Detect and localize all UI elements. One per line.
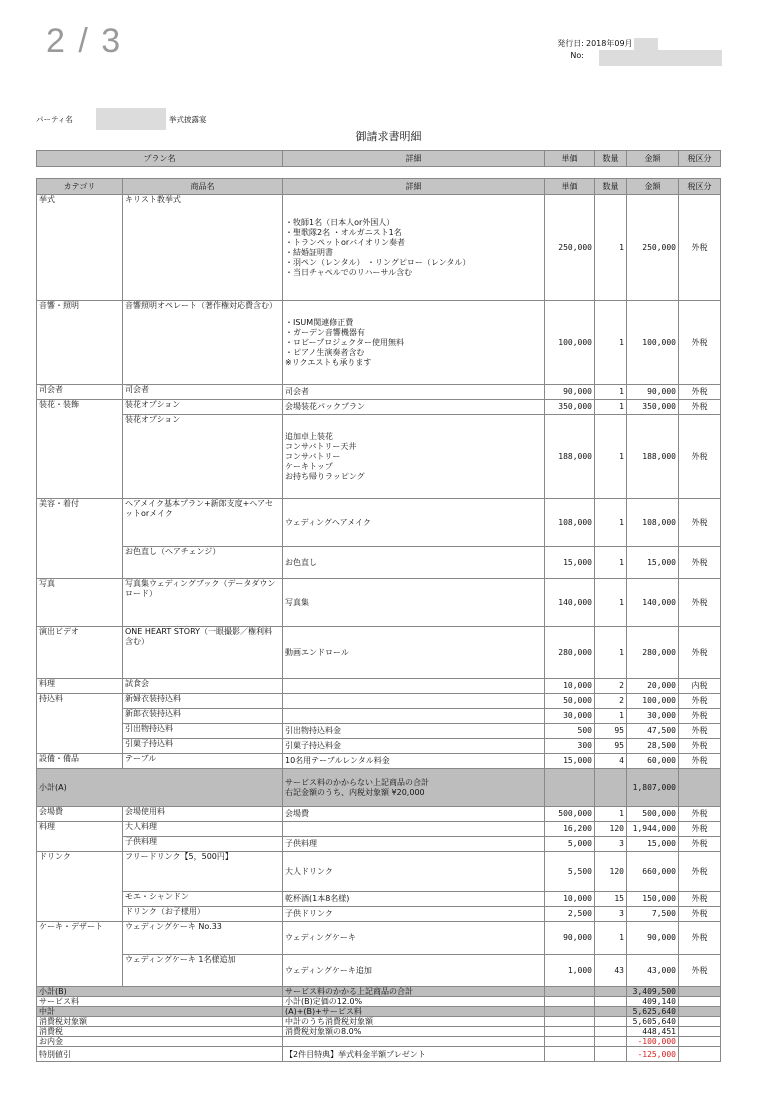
subtotal-label: 小計(A): [37, 769, 283, 807]
quantity-cell: 1: [595, 301, 627, 385]
quantity-cell: 120: [595, 852, 627, 892]
total-row: [37, 987, 721, 997]
detail-cell: 大人ドリンク: [283, 852, 545, 892]
tax-type-cell: 外税: [679, 807, 721, 822]
unit-price-cell: 108,000: [545, 499, 595, 547]
issue-date-label: 発行日:: [557, 39, 584, 48]
total-label: お内金: [37, 1037, 283, 1047]
col-header: 数量: [595, 151, 627, 167]
item-row: [37, 547, 721, 579]
col-header: 金額: [627, 151, 679, 167]
quantity-cell: 2: [595, 694, 627, 709]
quantity-cell: 120: [595, 822, 627, 837]
col-header: 税区分: [679, 179, 721, 195]
total-label: 消費税: [37, 1027, 283, 1037]
category-cell: 持込料: [37, 694, 123, 709]
amount-cell: 43,000: [627, 955, 679, 987]
empty-cell: [545, 987, 595, 997]
unit-price-cell: 5,500: [545, 852, 595, 892]
redacted-block: [599, 50, 722, 66]
quantity-cell: 3: [595, 837, 627, 852]
tax-type-cell: 外税: [679, 415, 721, 499]
empty-cell: [679, 1007, 721, 1017]
item-row: [37, 301, 721, 385]
amount-cell: 500,000: [627, 807, 679, 822]
quantity-cell: 43: [595, 955, 627, 987]
item-name-cell: 子供料理: [123, 837, 283, 852]
detail-cell: お色直し: [283, 547, 545, 579]
detail-cell: ・牧師1名（日本人or外国人） ・聖歌隊2名 ・オルガニスト1名 ・トランペットorバイオリン奏者 ・結婚証明書 ・羽ペン（レンタル） ・リングピロー（レンタル） ・当日チャペルでのリハーサル含む: [283, 195, 545, 301]
item-row: [37, 579, 721, 627]
quantity-cell: 1: [595, 709, 627, 724]
empty-cell: [545, 997, 595, 1007]
detail-cell: ・ISUM関連修正費 ・ガーデン音響機器有 ・ロビープロジェクター使用無料 ・ピアノ生演奏者含む ※リクエストも承ります: [283, 301, 545, 385]
empty-cell: [679, 1027, 721, 1037]
detail-cell: [283, 709, 545, 724]
total-detail: [283, 1037, 545, 1047]
total-detail: 【2件目特典】挙式料金半額プレゼント: [283, 1047, 545, 1062]
empty-cell: [545, 769, 595, 807]
category-cell: 装花・装飾: [37, 400, 123, 415]
tax-type-cell: 外税: [679, 579, 721, 627]
item-row: [37, 385, 721, 400]
total-row: [37, 1017, 721, 1027]
item-name-cell: 音響照明オペレート（著作権対応費含む）: [123, 301, 283, 385]
amount-cell: 90,000: [627, 922, 679, 955]
item-name-cell: 司会者: [123, 385, 283, 400]
item-name-cell: ドリンク（お子様用）: [123, 907, 283, 922]
detail-cell: 子供ドリンク: [283, 907, 545, 922]
amount-cell: 660,000: [627, 852, 679, 892]
item-name-cell: ヘアメイク基本プラン+新郎支度+ヘアセットorメイク: [123, 499, 283, 547]
detail-cell: 写真集: [283, 579, 545, 627]
tax-type-cell: 内税: [679, 679, 721, 694]
amount-cell: 47,500: [627, 724, 679, 739]
item-row: [37, 807, 721, 822]
category-cell: [37, 547, 123, 579]
item-name-cell: 写真集ウェディングブック（データダウンロード）: [123, 579, 283, 627]
item-name-cell: 試食会: [123, 679, 283, 694]
detail-cell: 10名用テーブルレンタル料金: [283, 754, 545, 769]
category-cell: 司会者: [37, 385, 123, 400]
total-detail: 中計のうち消費税対象額: [283, 1017, 545, 1027]
unit-price-cell: 100,000: [545, 301, 595, 385]
amount-cell: 100,000: [627, 694, 679, 709]
item-row: [37, 195, 721, 301]
total-row: [37, 1027, 721, 1037]
empty-cell: [545, 1007, 595, 1017]
item-row: [37, 679, 721, 694]
category-cell: [37, 739, 123, 754]
unit-price-cell: 1,000: [545, 955, 595, 987]
detail-cell: 司会者: [283, 385, 545, 400]
item-name-cell: 装花オプション: [123, 415, 283, 499]
unit-price-cell: 10,000: [545, 892, 595, 907]
item-row: [37, 754, 721, 769]
detail-cell: [283, 694, 545, 709]
tax-type-cell: 外税: [679, 955, 721, 987]
amount-cell: 90,000: [627, 385, 679, 400]
item-row: [37, 694, 721, 709]
total-label: 消費税対象額: [37, 1017, 283, 1027]
col-header: プラン名: [37, 151, 283, 167]
empty-cell: [679, 1017, 721, 1027]
col-header: 税区分: [679, 151, 721, 167]
detail-cell: ウェディングケーキ: [283, 922, 545, 955]
item-name-cell: モエ・シャンドン: [123, 892, 283, 907]
item-row: [37, 907, 721, 922]
unit-price-cell: 15,000: [545, 754, 595, 769]
amount-cell: 140,000: [627, 579, 679, 627]
amount-cell: 7,500: [627, 907, 679, 922]
total-amount: 5,605,640: [627, 1017, 679, 1027]
tax-type-cell: 外税: [679, 385, 721, 400]
tax-type-cell: 外税: [679, 754, 721, 769]
quantity-cell: 1: [595, 385, 627, 400]
no-label: No:: [570, 51, 584, 60]
unit-price-cell: 300: [545, 739, 595, 754]
amount-cell: 188,000: [627, 415, 679, 499]
col-header: 金額: [627, 179, 679, 195]
empty-cell: [679, 987, 721, 997]
category-cell: 音響・照明: [37, 301, 123, 385]
category-cell: [37, 709, 123, 724]
quantity-cell: 15: [595, 892, 627, 907]
category-cell: [37, 415, 123, 499]
detail-cell: 子供料理: [283, 837, 545, 852]
empty-cell: [679, 1037, 721, 1047]
amount-cell: 350,000: [627, 400, 679, 415]
item-name-cell: ウェディングケーキ No.33: [123, 922, 283, 955]
category-cell: 挙式: [37, 195, 123, 301]
category-cell: 美容・着付: [37, 499, 123, 547]
unit-price-cell: 5,000: [545, 837, 595, 852]
quantity-cell: 1: [595, 415, 627, 499]
detail-cell: 会場装花パックプラン: [283, 400, 545, 415]
item-name-cell: 新婦衣装持込料: [123, 694, 283, 709]
category-cell: 写真: [37, 579, 123, 627]
total-amount: 409,140: [627, 997, 679, 1007]
item-row: [37, 739, 721, 754]
tax-type-cell: 外税: [679, 837, 721, 852]
party-suffix: 挙式披露宴: [169, 114, 207, 124]
total-label: サービス料: [37, 997, 283, 1007]
item-row: [37, 415, 721, 499]
col-header: 詳細: [283, 151, 545, 167]
empty-cell: [545, 1027, 595, 1037]
col-header: 単価: [545, 179, 595, 195]
item-row: [37, 822, 721, 837]
category-cell: ドリンク: [37, 852, 123, 892]
empty-cell: [595, 987, 627, 997]
unit-price-cell: 250,000: [545, 195, 595, 301]
category-cell: [37, 837, 123, 852]
subtotal-amount: 1,807,000: [627, 769, 679, 807]
total-amount: 448,451: [627, 1027, 679, 1037]
amount-cell: 15,000: [627, 547, 679, 579]
item-name-cell: ONE HEART STORY（一眼撮影／権利料含む）: [123, 627, 283, 679]
detail-cell: 引出物持込料金: [283, 724, 545, 739]
item-row: [37, 955, 721, 987]
tax-type-cell: 外税: [679, 400, 721, 415]
item-name-cell: 大人料理: [123, 822, 283, 837]
empty-cell: [679, 997, 721, 1007]
empty-cell: [595, 1027, 627, 1037]
tax-type-cell: 外税: [679, 724, 721, 739]
category-cell: 料理: [37, 679, 123, 694]
subtotal-detail: サービス料のかからない上記商品の合計 右記金額のうち、内税対象額 ¥20,000: [283, 769, 545, 807]
tax-type-cell: 外税: [679, 694, 721, 709]
empty-cell: [595, 997, 627, 1007]
total-detail: 消費税対象額の8.0%: [283, 1027, 545, 1037]
redacted-block: [634, 38, 658, 50]
quantity-cell: 1: [595, 579, 627, 627]
item-name-cell: テーブル: [123, 754, 283, 769]
unit-price-cell: 188,000: [545, 415, 595, 499]
unit-price-cell: 90,000: [545, 922, 595, 955]
item-name-cell: 引出物持込料: [123, 724, 283, 739]
issue-info: [542, 38, 722, 66]
empty-cell: [679, 769, 721, 807]
category-cell: 演出ビデオ: [37, 627, 123, 679]
plan-table: [36, 150, 721, 167]
unit-price-cell: 140,000: [545, 579, 595, 627]
amount-cell: 30,000: [627, 709, 679, 724]
unit-price-cell: 10,000: [545, 679, 595, 694]
category-cell: 料理: [37, 822, 123, 837]
tax-type-cell: 外税: [679, 739, 721, 754]
issue-date-value: 2018年09月: [586, 39, 633, 48]
amount-cell: 20,000: [627, 679, 679, 694]
item-name-cell: ウェディングケーキ 1名様追加: [123, 955, 283, 987]
quantity-cell: 1: [595, 195, 627, 301]
tax-type-cell: 外税: [679, 907, 721, 922]
amount-cell: 100,000: [627, 301, 679, 385]
tax-type-cell: 外税: [679, 892, 721, 907]
item-name-cell: 会場使用料: [123, 807, 283, 822]
items-header-row: [37, 179, 721, 195]
empty-cell: [595, 769, 627, 807]
empty-cell: [545, 1017, 595, 1027]
tax-type-cell: 外税: [679, 852, 721, 892]
tax-type-cell: 外税: [679, 627, 721, 679]
document-title: 御請求書明細: [355, 130, 422, 143]
redacted-block: [96, 108, 166, 130]
detail-cell: [283, 822, 545, 837]
page-number: 2 / 3: [46, 22, 123, 60]
total-label: 小計(B): [37, 987, 283, 997]
category-cell: ケーキ・デザート: [37, 922, 123, 955]
item-row: [37, 852, 721, 892]
item-row: [37, 499, 721, 547]
amount-cell: 150,000: [627, 892, 679, 907]
tax-type-cell: 外税: [679, 822, 721, 837]
unit-price-cell: 90,000: [545, 385, 595, 400]
unit-price-cell: 2,500: [545, 907, 595, 922]
item-row: [37, 709, 721, 724]
category-cell: [37, 892, 123, 907]
item-row: [37, 400, 721, 415]
col-header: 詳細: [283, 179, 545, 195]
unit-price-cell: 16,200: [545, 822, 595, 837]
total-detail: サービス料のかかる上記商品の合計: [283, 987, 545, 997]
quantity-cell: 1: [595, 499, 627, 547]
quantity-cell: 1: [595, 627, 627, 679]
item-name-cell: キリスト教挙式: [123, 195, 283, 301]
col-header: 単価: [545, 151, 595, 167]
total-detail: (A)+(B)+サービス料: [283, 1007, 545, 1017]
total-row: [37, 1007, 721, 1017]
total-row: [37, 1047, 721, 1062]
quantity-cell: 1: [595, 807, 627, 822]
empty-cell: [545, 1047, 595, 1062]
quantity-cell: 95: [595, 739, 627, 754]
tax-type-cell: 外税: [679, 195, 721, 301]
empty-cell: [545, 1037, 595, 1047]
detail-cell: 追加卓上装花 コンサバトリー天井 コンサバトリー ケーキトップ お持ち帰りラッピング: [283, 415, 545, 499]
category-cell: [37, 724, 123, 739]
unit-price-cell: 30,000: [545, 709, 595, 724]
item-name-cell: フリードリンク【5，500円】: [123, 852, 283, 892]
quantity-cell: 1: [595, 400, 627, 415]
detail-cell: 引菓子持込料金: [283, 739, 545, 754]
unit-price-cell: 15,000: [545, 547, 595, 579]
unit-price-cell: 280,000: [545, 627, 595, 679]
item-row: [37, 627, 721, 679]
total-detail: 小計(B)定価の12.0%: [283, 997, 545, 1007]
detail-cell: 動画エンドロール: [283, 627, 545, 679]
quantity-cell: 95: [595, 724, 627, 739]
total-amount: -125,000: [627, 1047, 679, 1062]
amount-cell: 28,500: [627, 739, 679, 754]
item-row: [37, 892, 721, 907]
empty-cell: [595, 1047, 627, 1062]
category-cell: 設備・備品: [37, 754, 123, 769]
category-cell: [37, 907, 123, 922]
total-amount: 3,409,500: [627, 987, 679, 997]
item-name-cell: お色直し（ヘアチェンジ）: [123, 547, 283, 579]
amount-cell: 108,000: [627, 499, 679, 547]
detail-cell: ウェディングケーキ追加: [283, 955, 545, 987]
tax-type-cell: 外税: [679, 922, 721, 955]
total-amount: 5,625,640: [627, 1007, 679, 1017]
item-row: [37, 922, 721, 955]
tax-type-cell: 外税: [679, 547, 721, 579]
empty-cell: [595, 1037, 627, 1047]
plan-header-row: [37, 151, 721, 167]
category-cell: [37, 955, 123, 987]
party-label: パーティ名: [36, 114, 73, 124]
empty-cell: [595, 1017, 627, 1027]
unit-price-cell: 50,000: [545, 694, 595, 709]
item-row: [37, 724, 721, 739]
party-name: [36, 108, 207, 130]
tax-type-cell: 外税: [679, 301, 721, 385]
total-row: [37, 997, 721, 1007]
detail-cell: ウェディングヘアメイク: [283, 499, 545, 547]
detail-cell: 会場費: [283, 807, 545, 822]
amount-cell: 60,000: [627, 754, 679, 769]
item-row: [37, 837, 721, 852]
tax-type-cell: 外税: [679, 499, 721, 547]
unit-price-cell: 500,000: [545, 807, 595, 822]
col-header: 商品名: [123, 179, 283, 195]
quantity-cell: 4: [595, 754, 627, 769]
quantity-cell: 1: [595, 922, 627, 955]
total-label: 中計: [37, 1007, 283, 1017]
quantity-cell: 2: [595, 679, 627, 694]
total-amount: -100,000: [627, 1037, 679, 1047]
item-name-cell: 引菓子持込料: [123, 739, 283, 754]
col-header: 数量: [595, 179, 627, 195]
items-table: [36, 178, 721, 1062]
amount-cell: 280,000: [627, 627, 679, 679]
amount-cell: 15,000: [627, 837, 679, 852]
empty-cell: [679, 1047, 721, 1062]
col-header: カテゴリ: [37, 179, 123, 195]
detail-cell: [283, 679, 545, 694]
total-row: [37, 1037, 721, 1047]
unit-price-cell: 350,000: [545, 400, 595, 415]
total-label: 特別値引: [37, 1047, 283, 1062]
amount-cell: 250,000: [627, 195, 679, 301]
item-name-cell: 装花オプション: [123, 400, 283, 415]
tax-type-cell: 外税: [679, 709, 721, 724]
detail-cell: 乾杯酒(1本8名様): [283, 892, 545, 907]
category-cell: 会場費: [37, 807, 123, 822]
item-name-cell: 新郎衣装持込料: [123, 709, 283, 724]
quantity-cell: 1: [595, 547, 627, 579]
subtotal-a-row: [37, 769, 721, 807]
amount-cell: 1,944,000: [627, 822, 679, 837]
empty-cell: [595, 1007, 627, 1017]
unit-price-cell: 500: [545, 724, 595, 739]
quantity-cell: 3: [595, 907, 627, 922]
